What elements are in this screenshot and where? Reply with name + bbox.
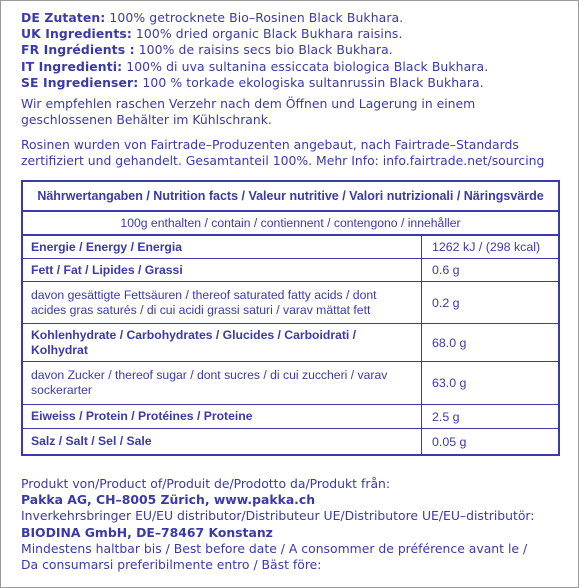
- ingredient-line-de: [21, 10, 488, 26]
- ingredient-text: 100 % torkade ekologiska sultanrussin Black Bukhara.: [138, 74, 484, 90]
- ingredient-line-it: [21, 59, 488, 75]
- storage-note: [21, 96, 475, 128]
- storage-line: geschlossenen Behälter im Kühlschrank.: [21, 112, 272, 128]
- nutrient-value: 63.0 g: [422, 362, 560, 405]
- ingredient-text: 100% di uva sultanina essiccata biologica Black Bukhara.: [122, 58, 489, 74]
- ingredient-line-fr: [21, 42, 488, 58]
- producer-footer: [21, 476, 535, 573]
- nutrient-value: 0.2 g: [422, 282, 560, 324]
- producer-address: Pakka AG, CH–8005 Zürich, www.pakka.ch: [21, 492, 316, 508]
- produced-by-label: Produkt von/Product of/Produit de/Prodotto da/Produkt från:: [21, 476, 391, 491]
- table-row: [22, 324, 559, 362]
- nutrition-subheader: 100g enthalten / contain / contiennent / contengono / innehåller: [22, 211, 559, 235]
- distributor-label: Inverkehrsbringer EU/EU distributor/Distributeur UE/Distributore UE/EU–distributör:: [21, 508, 535, 524]
- distributor-address: BIODINA GmbH, DE–78467 Konstanz: [21, 524, 273, 540]
- nutrition-header: Nährwertangaben / Nutrition facts / Valeur nutritive / Valori nutrizionali / Näringsvärde: [22, 181, 559, 211]
- ingredient-label: SE Ingredienser:: [21, 74, 139, 90]
- ingredient-text: 100% getrocknete Bio–Rosinen Black Bukhara.: [105, 10, 404, 25]
- nutrient-value: 0.05 g: [422, 429, 560, 456]
- nutrient-label: davon Zucker / thereof sugar / dont sucres / di cui zuccheri / varav sockerarter: [22, 362, 422, 405]
- nutrition-table: [21, 180, 560, 456]
- nutrient-label: Salz / Salt / Sel / Sale: [22, 429, 422, 456]
- nutrient-label: Eiweiss / Protein / Protéines / Proteine: [22, 405, 422, 429]
- ingredient-line-uk: [21, 26, 488, 42]
- storage-line: Wir empfehlen raschen Verzehr nach dem Öffnen und Lagerung in einem: [21, 96, 476, 111]
- fairtrade-note: [21, 137, 544, 169]
- table-row: [22, 259, 559, 282]
- nutrient-label: Fett / Fat / Lipides / Grassi: [22, 259, 422, 282]
- nutrient-label: Kohlenhydrate / Carbohydrates / Glucides / Carboidrati / Kolhydrat: [22, 324, 422, 362]
- ingredient-text: 100% de raisins secs bio Black Bukhara.: [134, 42, 393, 58]
- nutrient-label: davon gesättigte Fettsäuren / thereof saturated fatty acids / dont acides gras saturés / di cui acidi grassi saturi / varav mättat fett: [22, 282, 422, 324]
- table-row: [22, 282, 559, 324]
- ingredient-label: IT Ingredienti:: [21, 58, 123, 74]
- nutrient-label: Energie / Energy / Energia: [22, 235, 422, 259]
- nutrient-value: 0.6 g: [422, 259, 560, 282]
- ingredient-label: FR Ingrédients :: [21, 42, 135, 58]
- table-row: [22, 429, 559, 456]
- ingredient-label: DE Zutaten:: [21, 10, 106, 25]
- ingredient-text: 100% dried organic Black Bukhara raisins.: [131, 26, 403, 42]
- nutrient-value: 2.5 g: [422, 405, 560, 429]
- ingredient-line-se: [21, 75, 488, 91]
- fairtrade-line: zertifiziert und gehandelt. Gesamtanteil 100%. Mehr Info: info.fairtrade.net/sourcing: [21, 153, 545, 169]
- table-row: [22, 362, 559, 405]
- nutrient-value: 68.0 g: [422, 324, 560, 362]
- table-row: [22, 235, 559, 259]
- fairtrade-line: Rosinen wurden von Fairtrade–Produzenten angebaut, nach Fairtrade–Standards: [21, 137, 519, 152]
- ingredient-label: UK Ingredients:: [21, 26, 132, 42]
- table-row: [22, 405, 559, 429]
- best-before-line: Mindestens haltbar bis / Best before date / A consommer de préférence avant le /: [21, 540, 528, 556]
- nutrient-value: 1262 kJ / (298 kcal): [422, 235, 560, 259]
- ingredients-block: [21, 10, 488, 91]
- best-before-line: Da consumarsi preferibilmente entro / Bäst före:: [21, 557, 322, 573]
